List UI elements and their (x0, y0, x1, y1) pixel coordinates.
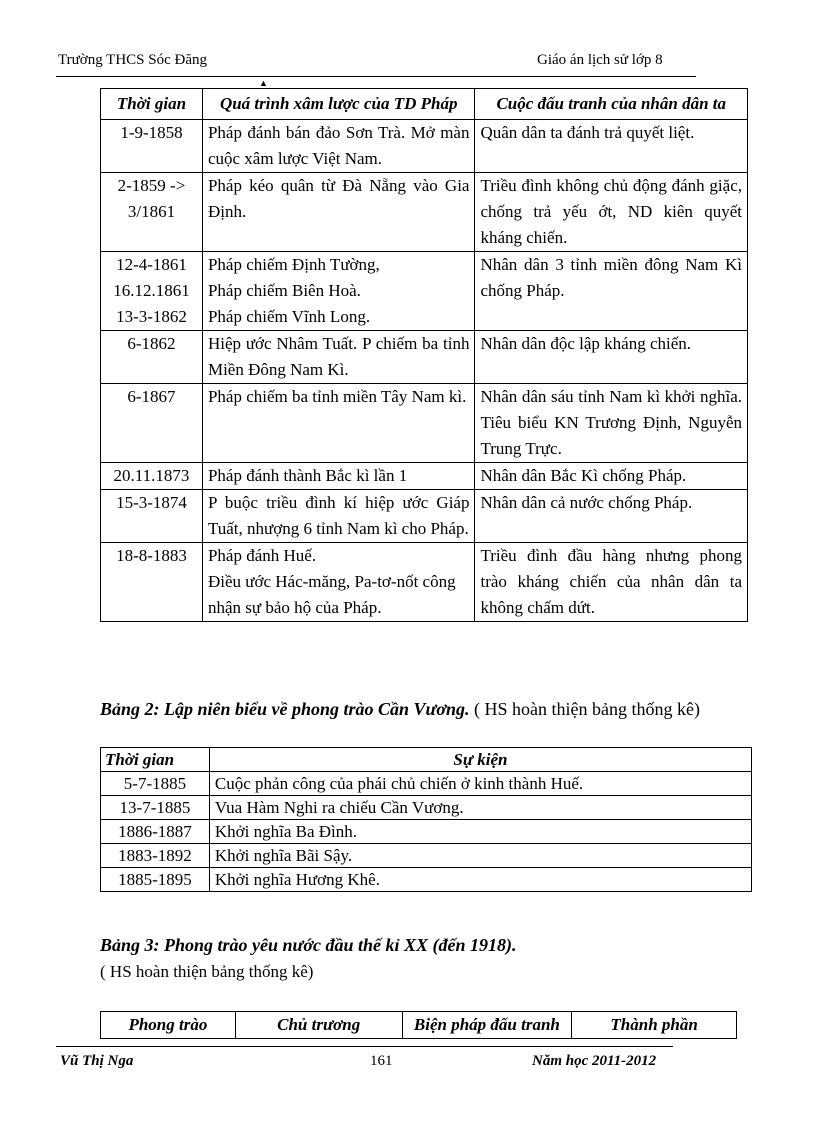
cell-struggle: Nhân dân Bắc Kì chống Pháp. (475, 463, 748, 490)
column-header-process: Quá trình xâm lược của TD Pháp (202, 89, 475, 120)
cell-date: 15-3-1874 (101, 490, 203, 543)
cell-struggle: Nhân dân 3 tỉnh miền đông Nam Kì chống Pháp. (475, 252, 748, 331)
cell-struggle: Triều đình đầu hàng nhưng phong trào kháng chiến của nhân dân ta không chấm dứt. (475, 543, 748, 622)
footer-school-year: Năm học 2011-2012 (532, 1053, 657, 1069)
table-row (101, 490, 748, 543)
footer-page-number: 161 (370, 1053, 393, 1069)
table2-caption (100, 699, 700, 720)
cell-struggle: Nhân dân cả nước chống Pháp. (475, 490, 748, 543)
cell-date: 5-7-1885 (101, 772, 210, 796)
column-header-time: Thời gian (101, 89, 203, 120)
cell-process: Pháp đánh bán đảo Sơn Trà. Mở màn cuộc xâm lược Việt Nam. (202, 120, 475, 173)
cell-process: Hiệp ước Nhâm Tuất. P chiếm ba tỉnh Miền Đông Nam Kì. (202, 331, 475, 384)
table-row (101, 543, 748, 622)
table-can-vuong (100, 747, 752, 892)
table-row (101, 844, 752, 868)
table-row (101, 384, 748, 463)
table-header-row (101, 89, 748, 120)
table-row (101, 252, 748, 331)
table-row (101, 173, 748, 252)
cell-event: Khởi nghĩa Hương Khê. (209, 868, 751, 892)
column-header-struggle: Cuộc đấu tranh của nhân dân ta (475, 89, 748, 120)
table-patriotic-movements (100, 1011, 737, 1039)
cell-process: Pháp đánh Huế. Điều ước Hác-măng, Pa-tơ-nốt công nhận sự bảo hộ của Pháp. (202, 543, 475, 622)
cell-struggle: Nhân dân độc lập kháng chiến. (475, 331, 748, 384)
table2-caption-title: Bảng 2: Lập niên biểu về phong trào Cần Vương. (100, 699, 470, 719)
cell-event: Vua Hàm Nghi ra chiếu Cần Vương. (209, 796, 751, 820)
cell-event: Khởi nghĩa Ba Đình. (209, 820, 751, 844)
cell-date: 1-9-1858 (101, 120, 203, 173)
cell-event: Cuộc phản công của phái chủ chiến ở kinh thành Huế. (209, 772, 751, 796)
cell-date: 2-1859 -> 3/1861 (101, 173, 203, 252)
table-row (101, 120, 748, 173)
footer-author: Vũ Thị Nga (60, 1053, 134, 1069)
column-header-event: Sự kiện (209, 748, 751, 772)
cell-process: Pháp chiếm Định Tường, Pháp chiếm Biên Hoà. Pháp chiếm Vĩnh Long. (202, 252, 475, 331)
cell-struggle: Nhân dân sáu tỉnh Nam kì khởi nghĩa. Tiêu biểu KN Trương Định, Nguyễn Trung Trực. (475, 384, 748, 463)
cell-date: 1886-1887 (101, 820, 210, 844)
cell-process: Pháp chiếm ba tỉnh miền Tây Nam kì. (202, 384, 475, 463)
cell-date: 20.11.1873 (101, 463, 203, 490)
table-row (101, 796, 752, 820)
column-header-policy: Chủ trương (235, 1012, 402, 1039)
cell-process: Pháp kéo quân từ Đà Nẵng vào Gia Định. (202, 173, 475, 252)
triangle-marker-icon: ▲ (259, 78, 268, 88)
cell-process: Pháp đánh thành Bắc kì lần 1 (202, 463, 475, 490)
table-invasion-timeline (100, 88, 748, 622)
table-row (101, 331, 748, 384)
cell-date: 13-7-1885 (101, 796, 210, 820)
table-header-row (101, 1012, 737, 1039)
header-divider (56, 76, 696, 77)
table-row (101, 772, 752, 796)
cell-date: 6-1867 (101, 384, 203, 463)
cell-date: 1883-1892 (101, 844, 210, 868)
column-header-composition: Thành phần (572, 1012, 737, 1039)
table-header-row (101, 748, 752, 772)
column-header-movement: Phong trào (101, 1012, 236, 1039)
column-header-time: Thời gian (101, 748, 210, 772)
cell-struggle: Quân dân ta đánh trả quyết liệt. (475, 120, 748, 173)
header-doc-title: Giáo án lịch sử lớp 8 (537, 52, 663, 68)
cell-date: 1885-1895 (101, 868, 210, 892)
cell-process: P buộc triều đình kí hiệp ước Giáp Tuất, nhượng 6 tỉnh Nam kì cho Pháp. (202, 490, 475, 543)
cell-date: 18-8-1883 (101, 543, 203, 622)
table-row (101, 820, 752, 844)
cell-date: 12-4-1861 16.12.1861 13-3-1862 (101, 252, 203, 331)
cell-event: Khởi nghĩa Bãi Sậy. (209, 844, 751, 868)
cell-struggle: Triều đình không chủ động đánh giặc, chống trả yếu ớt, ND kiên quyết kháng chiến. (475, 173, 748, 252)
table2-caption-note: ( HS hoàn thiện bảng thống kê) (469, 699, 700, 719)
table3-note: ( HS hoàn thiện bảng thống kê) (100, 962, 314, 981)
footer-divider (56, 1046, 673, 1047)
header-school: Trường THCS Sóc Đăng (58, 52, 208, 68)
column-header-method: Biện pháp đấu tranh (402, 1012, 572, 1039)
table3-caption: Bảng 3: Phong trào yêu nước đầu thế kỉ XX (đến 1918). (100, 935, 517, 955)
table-row (101, 868, 752, 892)
table-row (101, 463, 748, 490)
cell-date: 6-1862 (101, 331, 203, 384)
